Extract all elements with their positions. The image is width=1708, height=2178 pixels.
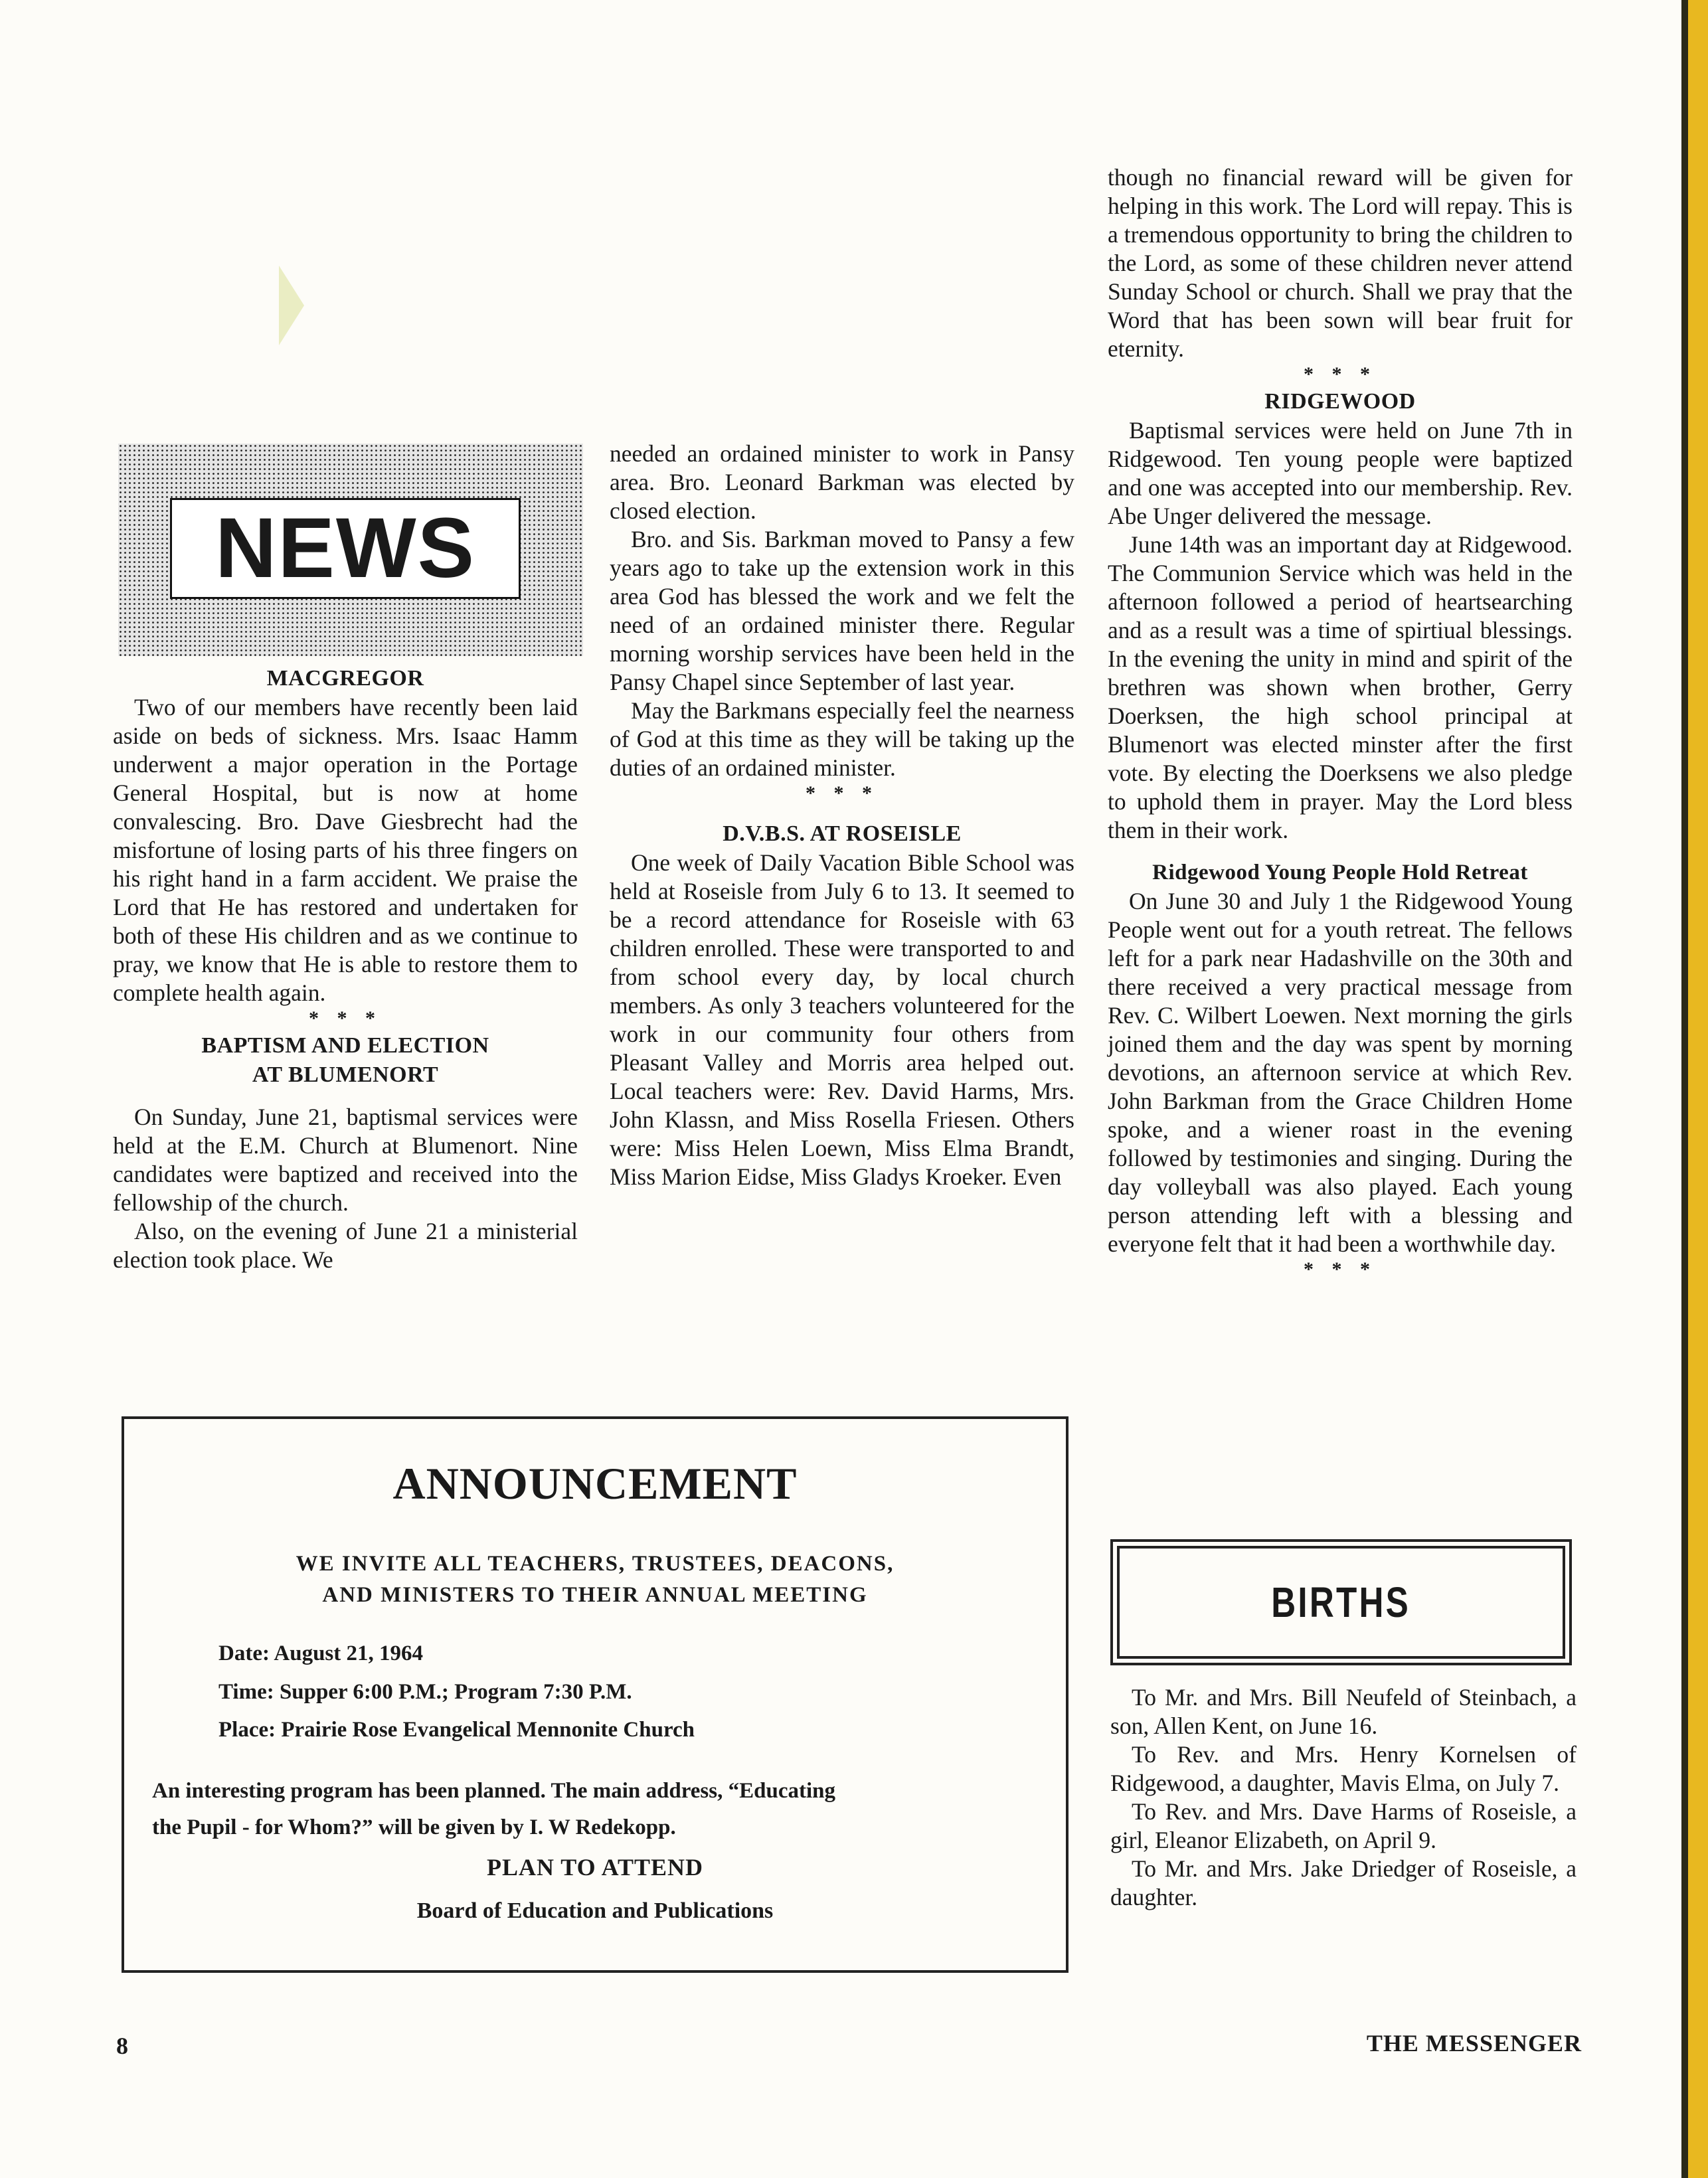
news-logo-text: NEWS: [215, 501, 475, 596]
pansy-paragraph-1: needed an ordained minister to work in Pansy area. Bro. Leonard Barkman was elected by closed election.: [610, 440, 1074, 524]
dvbs-paragraph: One week of Daily Vacation Bible School was held at Roseisle from July 6 to 13. It seemed to be a record attendance for Roseisle with 63 children enrolled. These were transported to and from school every day, by local church members. As only 3 teachers volunteered for the work in our community four others from Pleasant Valley and Morris area helped out. Local teachers were: Rev. David Harms, Mrs. John Klassn, and Miss Rosella Friesen. Others were: Miss Helen Loewn, Miss Elma Brandt, Miss Marion Eidse, Miss Gladys Kroeker. Even: [610, 849, 1074, 1190]
column-1: [113, 664, 578, 1274]
tape-mark: [279, 266, 304, 345]
announcement-box: [122, 1416, 1068, 1973]
births-list: [1110, 1683, 1577, 1912]
birth-entry: To Mr. and Mrs. Jake Driedger of Roseisle, a daughter.: [1110, 1855, 1577, 1910]
announcement-body-2: the Pupil - for Whom?” will be given by I. W Redekopp.: [152, 1815, 676, 1839]
pansy-paragraph-3: May the Barkmans especially feel the nearness of God at this time as they will be taking up the duties of an ordained minister.: [610, 697, 1074, 781]
pansy-paragraph-2: Bro. and Sis. Barkman moved to Pansy a few years ago to take up the extension work in this area God has blessed the work and we felt the need of an ordained minister there. Regular morning worship services have been held in the Pansy Chapel since September of last year.: [610, 526, 1074, 695]
births-header-inner: [1117, 1546, 1565, 1659]
heading-dvbs: D.V.B.S. AT ROSEISLE: [723, 821, 962, 846]
announcement-body-1: An interesting program has been planned. The main address, “Educating: [152, 1779, 835, 1803]
announcement-date: Date: August 21, 1964: [218, 1641, 424, 1665]
heading-macgregor: MACGREGOR: [266, 666, 424, 691]
dvbs-continued-paragraph: though no financial reward will be given for helping in this work. The Lord will repay. This is a tremendous opportunity to bring the children to the Lord, as some of these children never attend Sunday School or church. Shall we pray that the Word that has been sown will bear fruit for eternity.: [1108, 164, 1573, 362]
section-divider: * * *: [806, 782, 879, 804]
news-logo-box: [170, 498, 521, 599]
column-3: [1108, 163, 1573, 1282]
birth-entry: To Rev. and Mrs. Henry Kornelsen of Ridgewood, a daughter, Mavis Elma, on July 7.: [1110, 1741, 1577, 1796]
section-divider: * * *: [1304, 363, 1377, 385]
ridgewood-paragraph-2: June 14th was an important day at Ridgewood. The Communion Service which was held in the afternoon followed a period of heartsearching and as a result was a time of spirtiual blessings. In the evening the unity in mind and spirit of the brethren was shown when brother, Gerry Doerksen, the high school principal at Blumenort was elected minster after the first vote. By electing the Doerksens we also pledge to uphold them in prayer. May the Lord bless them in their work.: [1108, 531, 1573, 843]
heading-baptism-2: AT BLUMENORT: [252, 1062, 439, 1087]
announcement-board: Board of Education and Publications: [416, 1898, 774, 1923]
births-header-box: [1110, 1539, 1572, 1665]
birth-entry: To Rev. and Mrs. Dave Harms of Roseisle, a girl, Eleanor Elizabeth, on April 9.: [1110, 1798, 1577, 1853]
baptism-paragraph-1: On Sunday, June 21, baptismal services were held at the E.M. Church at Blumenort. Nine candidates were baptized and received into the fellowship of the church.: [113, 1104, 578, 1216]
births-title: BIRTHS: [1271, 1578, 1411, 1626]
retreat-paragraph: On June 30 and July 1 the Ridgewood Young People went out for a youth retreat. The fellows left for a park near Hadashville on the 30th and there received a very practical message from Rev. C. Wilbert Loewen. Next morning the girls joined them and the day was spent by morning devotions, an afternoon service at which Rev. John Barkman from the Grace Children Home spoke, and a wiener roast in the evening followed by testimonies and singing. During the day volleyball was also played. Each young person attending left with a blessing and everyone felt that it had been a worthwhile day.: [1108, 888, 1573, 1257]
section-divider: * * *: [1304, 1258, 1377, 1280]
page-number: 8: [116, 2033, 128, 2059]
announcement-title: ANNOUNCEMENT: [392, 1458, 798, 1509]
heading-ridgewood: RIDGEWOOD: [1264, 389, 1416, 414]
baptism-paragraph-2: Also, on the evening of June 21 a ministerial election took place. We: [113, 1218, 578, 1273]
publication-name: THE MESSENGER: [1366, 2030, 1582, 2056]
ridgewood-paragraph-1: Baptismal services were held on June 7th in Ridgewood. Ten young people were baptized and one was accepted into our membership. Rev. Abe Unger delivered the message.: [1108, 417, 1573, 529]
announcement-invite-line-2: AND MINISTERS TO THEIR ANNUAL MEETING: [322, 1583, 868, 1607]
page-edge-dark: [1681, 0, 1688, 2178]
news-logo: [118, 444, 583, 656]
section-divider: * * *: [309, 1007, 382, 1029]
heading-retreat: Ridgewood Young People Hold Retreat: [1152, 861, 1528, 884]
page-edge-yellow: [1688, 0, 1708, 2178]
announcement-invite-line-1: WE INVITE ALL TEACHERS, TRUSTEES, DEACONS,: [296, 1552, 895, 1576]
announcement-time: Time: Supper 6:00 P.M.; Program 7:30 P.M.: [218, 1680, 632, 1704]
announcement-place: Place: Prairie Rose Evangelical Mennonite Church: [218, 1718, 695, 1742]
macgregor-paragraph: Two of our members have recently been laid aside on beds of sickness. Mrs. Isaac Hamm underwent a major operation in the Portage General Hospital, but is now at home convalescing. Bro. Dave Giesbrecht had the misfortune of losing parts of his three fingers on his right hand in a farm accident. We praise the Lord that He has restored and undertaken for both of these His children and as we continue to pray, we know that He is able to restore them to complete health again.: [113, 694, 578, 1006]
heading-baptism-1: BAPTISM AND ELECTION: [201, 1033, 489, 1058]
announcement-plan-to-attend: PLAN TO ATTEND: [486, 1854, 704, 1881]
column-2: [610, 440, 1074, 1191]
birth-entry: To Mr. and Mrs. Bill Neufeld of Steinbach, a son, Allen Kent, on June 16.: [1110, 1684, 1577, 1739]
